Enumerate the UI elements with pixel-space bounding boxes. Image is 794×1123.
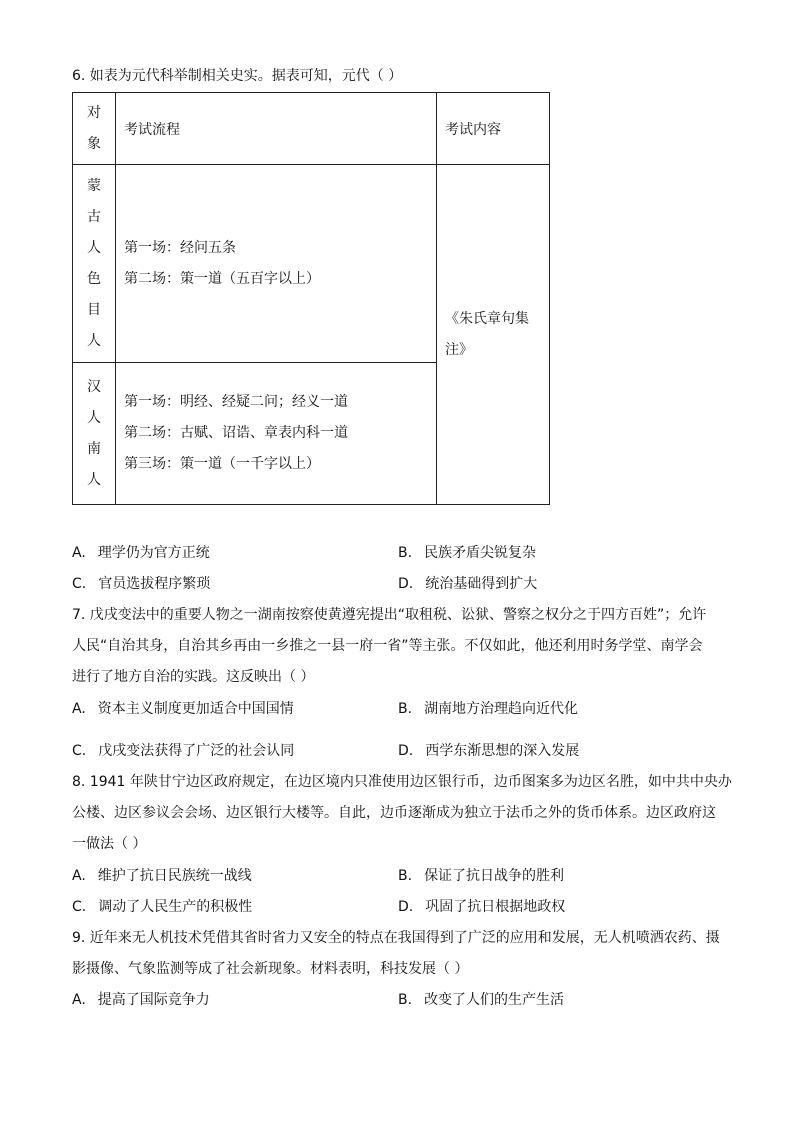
q6-stem: 6. 如表为元代科举制相关史实。据表可知，元代（ ） xyxy=(72,68,403,84)
q7-option-d[interactable]: D. 西学东渐思想的深入发展 xyxy=(398,743,580,759)
table-row-process-mongol: 第一场：经问五条 第二场：策一道（五百字以上） xyxy=(116,165,437,363)
q8-option-b[interactable]: B. 保证了抗日战争的胜利 xyxy=(398,868,565,884)
exam-table xyxy=(72,92,550,505)
q6-option-a[interactable]: A. 理学仍为官方正统 xyxy=(72,545,210,561)
table-header-object: 对 象 xyxy=(73,93,116,165)
q8-stem-line: 公楼、边区参议会会场、边区银行大楼等。自此，边币逐渐成为独立于法币之外的货币体系。边区政府这 xyxy=(72,805,716,821)
q6-option-d[interactable]: D. 统治基础得到扩大 xyxy=(398,576,538,592)
table-row-object-han: 汉 人 南 人 xyxy=(73,363,116,505)
q7-stem-line: 进行了地方自治的实践。这反映出（ ） xyxy=(72,669,315,685)
q9-option-b[interactable]: B. 改变了人们的生产生活 xyxy=(398,992,565,1008)
q8-stem-line: 8. 1941 年陕甘宁边区政府规定，在边区境内只准使用边区银行币，边币图案多为边区名胜，如中共中央办 xyxy=(72,774,732,790)
table-header-content: 考试内容 xyxy=(437,93,550,165)
table-row-process-han: 第一场：明经、经疑二问；经义一道 第二场：古赋、诏诰、章表内科一道 第三场：策一道（一千字以上） xyxy=(116,363,437,505)
q7-stem-line: 7. 戊戌变法中的重要人物之一湖南按察使黄遵宪提出“取租税、讼狱、警察之权分之于四方百姓”；允许 xyxy=(72,607,707,623)
table-content-cell: 《朱氏章句集 注》 xyxy=(437,165,550,505)
q9-option-a[interactable]: A. 提高了国际竞争力 xyxy=(72,992,210,1008)
q7-stem-line: 人民“自治其身，自治其乡再由一乡推之一县一府一省”等主张。不仅如此，他还利用时务学堂、南学会 xyxy=(72,638,703,654)
q6-option-b[interactable]: B. 民族矛盾尖锐复杂 xyxy=(398,545,537,561)
q8-option-a[interactable]: A. 维护了抗日民族统一战线 xyxy=(72,868,252,884)
table-header-process: 考试流程 xyxy=(116,93,437,165)
q7-option-a[interactable]: A. 资本主义制度更加适合中国国情 xyxy=(72,701,294,717)
q7-option-b[interactable]: B. 湖南地方治理趋向近代化 xyxy=(398,701,579,717)
q8-option-c[interactable]: C. 调动了人民生产的积极性 xyxy=(72,899,253,915)
q9-stem-line: 9. 近年来无人机技术凭借其省时省力又安全的特点在我国得到了广泛的应用和发展，无人机喷洒农药、摄 xyxy=(72,930,720,946)
q6-option-c[interactable]: C. 官员选拔程序繁琐 xyxy=(72,576,211,592)
q8-stem-line: 一做法（ ） xyxy=(72,836,147,852)
q8-option-d[interactable]: D. 巩固了抗日根据地政权 xyxy=(398,899,566,915)
table-row-object-mongol: 蒙 古 人 色 目 人 xyxy=(73,165,116,363)
q7-option-c[interactable]: C. 戊戌变法获得了广泛的社会认同 xyxy=(72,743,295,759)
q9-stem-line: 影摄像、气象监测等成了社会新现象。材料表明，科技发展（ ） xyxy=(72,961,469,977)
